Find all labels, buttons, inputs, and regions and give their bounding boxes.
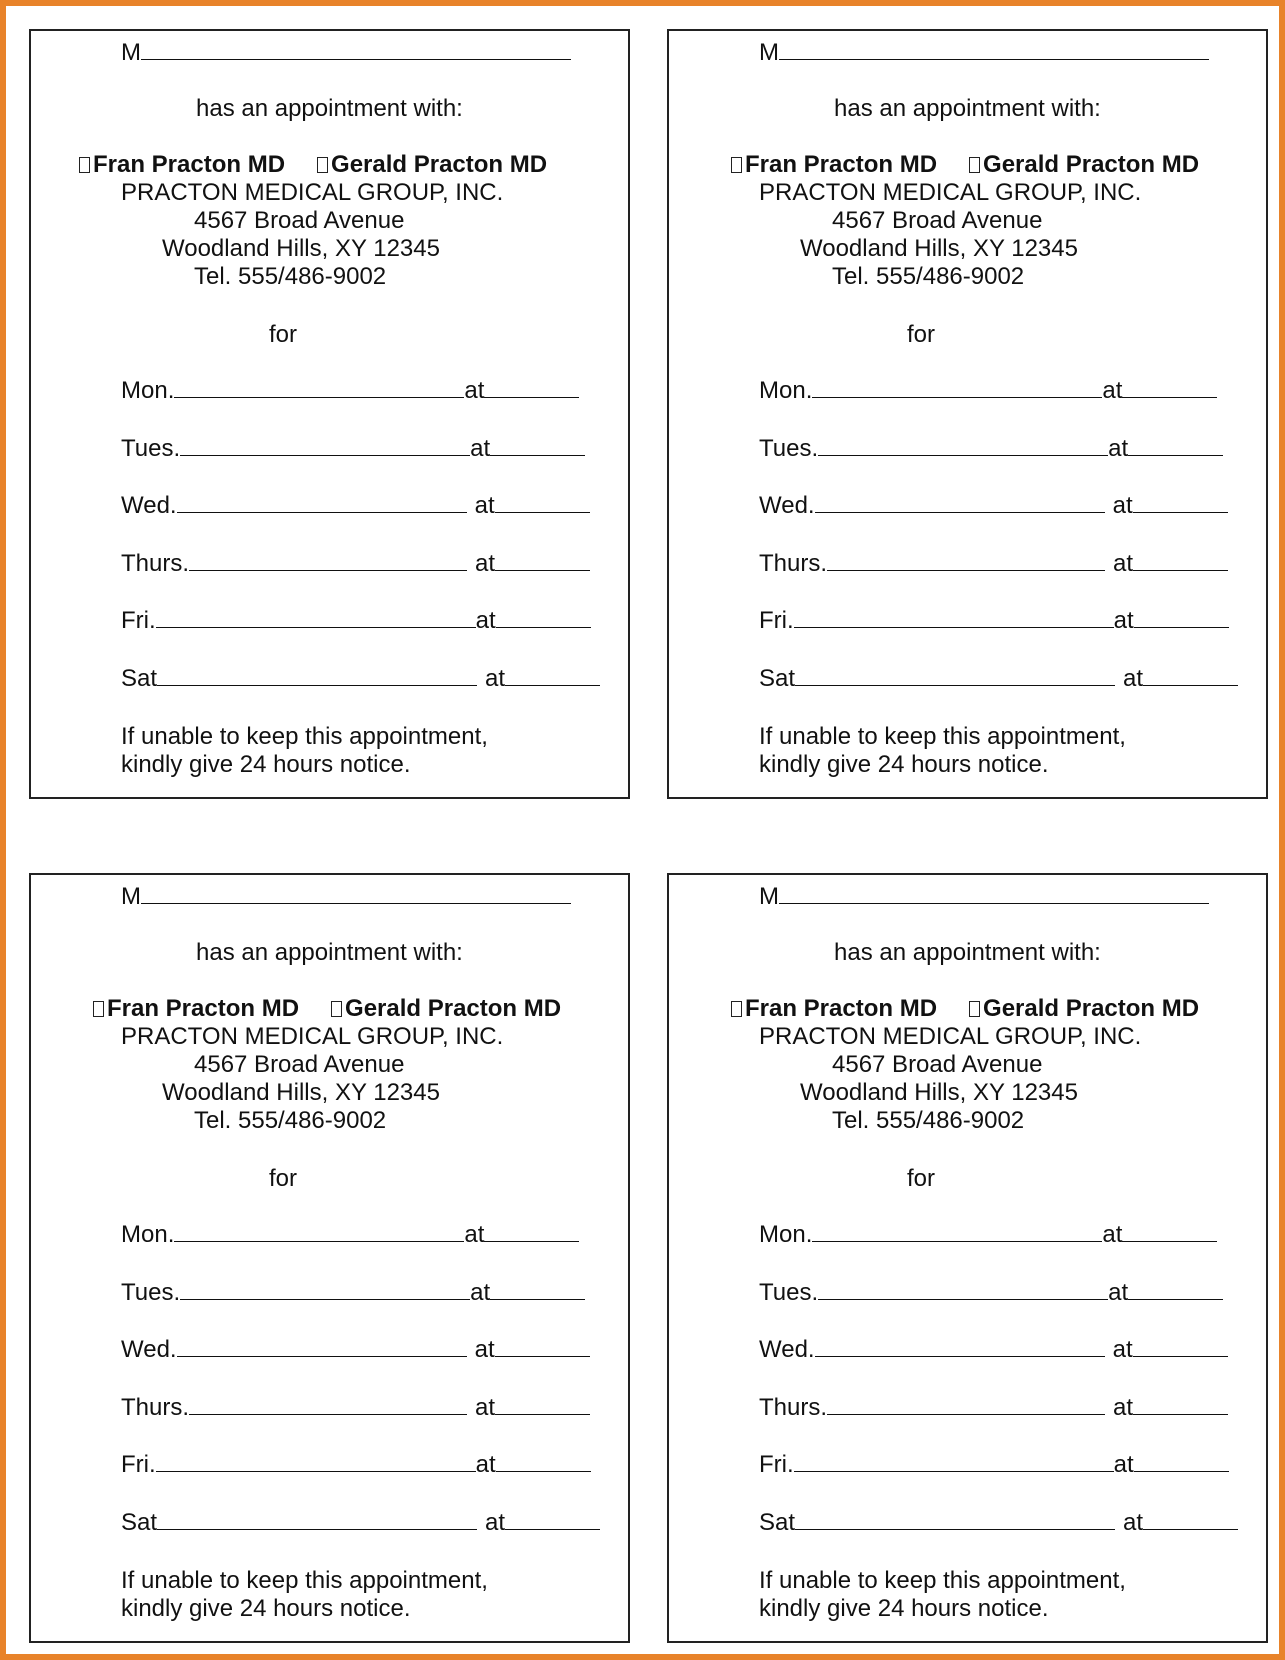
date-blank[interactable]: [815, 492, 1105, 513]
at-label: at: [1112, 1336, 1133, 1363]
day-label: Tues.: [121, 435, 181, 462]
notice-line-2: kindly give 24 hours notice.: [759, 1595, 1049, 1622]
appointment-card-2: [667, 29, 1268, 799]
day-row-thurs: [121, 1394, 590, 1422]
date-blank[interactable]: [815, 1336, 1105, 1357]
appointment-card-1: [29, 29, 630, 799]
for-label: for: [907, 1165, 936, 1192]
at-label: at: [1123, 665, 1144, 692]
doctor-1-label: Fran Practon MD: [107, 995, 300, 1022]
day-label: Mon.: [759, 377, 813, 404]
date-blank[interactable]: [827, 550, 1105, 571]
company-name: PRACTON MEDICAL GROUP, INC.: [121, 1023, 504, 1050]
at-label: at: [470, 435, 491, 462]
day-row-tues: [121, 1279, 585, 1307]
date-blank[interactable]: [177, 492, 467, 513]
time-blank[interactable]: [1133, 1336, 1228, 1357]
doctor-1-label: Fran Practon MD: [93, 151, 286, 178]
at-label: at: [1112, 492, 1133, 519]
day-row-wed: [121, 1336, 590, 1364]
day-row-fri: [759, 1451, 1229, 1479]
time-blank[interactable]: [495, 1336, 590, 1357]
notice-line-2: kindly give 24 hours notice.: [759, 751, 1049, 778]
checkbox-icon[interactable]: [331, 1001, 342, 1017]
for-label: for: [907, 321, 936, 348]
day-row-fri: [121, 1451, 591, 1479]
day-label: Fri.: [121, 1451, 156, 1478]
patient-line: [759, 39, 1209, 67]
day-label: Wed.: [759, 492, 815, 519]
patient-prefix: M: [759, 39, 779, 66]
day-row-mon: [759, 1221, 1217, 1249]
day-row-mon: [759, 377, 1217, 405]
day-label: Mon.: [759, 1221, 813, 1248]
at-label: at: [475, 607, 496, 634]
doctors-row: [93, 995, 561, 1023]
day-label: Tues.: [121, 1279, 181, 1306]
doctors-row: [731, 995, 1199, 1023]
time-blank[interactable]: [1134, 607, 1229, 628]
time-blank[interactable]: [1143, 665, 1238, 686]
checkbox-icon[interactable]: [79, 157, 90, 173]
day-row-thurs: [759, 1394, 1228, 1422]
day-row-sat: [759, 665, 1238, 693]
day-label: Tues.: [759, 435, 819, 462]
company-name: PRACTON MEDICAL GROUP, INC.: [759, 1023, 1142, 1050]
day-label: Thurs.: [121, 550, 190, 577]
time-blank[interactable]: [1122, 1221, 1217, 1242]
time-blank[interactable]: [1134, 1451, 1229, 1472]
at-label: at: [1123, 1509, 1144, 1536]
day-row-sat: [121, 665, 600, 693]
date-blank[interactable]: [177, 1336, 467, 1357]
at-label: at: [1113, 607, 1134, 634]
date-blank[interactable]: [174, 377, 464, 398]
patient-name-blank[interactable]: [779, 883, 1209, 904]
day-label: Sat: [759, 665, 796, 692]
company-name: PRACTON MEDICAL GROUP, INC.: [121, 179, 504, 206]
intro-text: has an appointment with:: [196, 95, 463, 122]
date-blank[interactable]: [157, 665, 477, 686]
address-line: 4567 Broad Avenue: [832, 1051, 1043, 1078]
day-label: Sat: [121, 1509, 158, 1536]
time-blank[interactable]: [496, 1451, 591, 1472]
patient-line: [121, 883, 571, 911]
phone-line: Tel. 555/486-9002: [194, 1107, 387, 1134]
time-blank[interactable]: [484, 1221, 579, 1242]
checkbox-icon[interactable]: [317, 157, 328, 173]
patient-line: [759, 883, 1209, 911]
at-label: at: [470, 1279, 491, 1306]
patient-name-blank[interactable]: [141, 39, 571, 60]
day-row-tues: [121, 435, 585, 463]
doctor-1-label: Fran Practon MD: [745, 995, 938, 1022]
doctor-1-label: Fran Practon MD: [745, 151, 938, 178]
at-label: at: [1113, 1451, 1134, 1478]
notice-line-1: If unable to keep this appointment,: [759, 1567, 1126, 1594]
time-blank[interactable]: [1133, 1394, 1228, 1415]
date-blank[interactable]: [156, 607, 476, 628]
notice-line-2: kindly give 24 hours notice.: [121, 751, 411, 778]
day-label: Sat: [759, 1509, 796, 1536]
at-label: at: [475, 1394, 496, 1421]
date-blank[interactable]: [156, 1451, 476, 1472]
day-label: Fri.: [759, 607, 794, 634]
at-label: at: [1108, 1279, 1129, 1306]
date-blank[interactable]: [157, 1509, 477, 1530]
notice-line-1: If unable to keep this appointment,: [121, 1567, 488, 1594]
day-label: Fri.: [759, 1451, 794, 1478]
checkbox-icon[interactable]: [969, 1001, 980, 1017]
at-label: at: [475, 1451, 496, 1478]
company-name: PRACTON MEDICAL GROUP, INC.: [759, 179, 1142, 206]
phone-line: Tel. 555/486-9002: [832, 263, 1025, 290]
day-row-wed: [121, 492, 590, 520]
at-label: at: [485, 665, 506, 692]
day-row-fri: [759, 607, 1229, 635]
appointment-card-4: [667, 873, 1268, 1643]
checkbox-icon[interactable]: [93, 1001, 104, 1017]
day-label: Wed.: [121, 492, 177, 519]
day-row-tues: [759, 435, 1223, 463]
at-label: at: [1102, 1221, 1123, 1248]
date-blank[interactable]: [180, 435, 470, 456]
notice-line-1: If unable to keep this appointment,: [759, 723, 1126, 750]
city-line: Woodland Hills, XY 12345: [162, 235, 440, 262]
notice-line-1: If unable to keep this appointment,: [121, 723, 488, 750]
day-row-wed: [759, 1336, 1228, 1364]
city-line: Woodland Hills, XY 12345: [800, 1079, 1078, 1106]
time-blank[interactable]: [495, 550, 590, 571]
time-blank[interactable]: [505, 665, 600, 686]
at-label: at: [474, 1336, 495, 1363]
time-blank[interactable]: [495, 1394, 590, 1415]
checkbox-icon[interactable]: [731, 1001, 742, 1017]
doctor-2-label: Gerald Practon MD: [331, 151, 548, 178]
doctor-2-label: Gerald Practon MD: [345, 995, 562, 1022]
doctor-2-label: Gerald Practon MD: [983, 151, 1200, 178]
doctor-2-label: Gerald Practon MD: [983, 995, 1200, 1022]
patient-name-blank[interactable]: [141, 883, 571, 904]
at-label: at: [464, 1221, 485, 1248]
day-row-thurs: [759, 550, 1228, 578]
day-row-mon: [121, 1221, 579, 1249]
day-row-wed: [759, 492, 1228, 520]
intro-text: has an appointment with:: [196, 939, 463, 966]
time-blank[interactable]: [1133, 550, 1228, 571]
city-line: Woodland Hills, XY 12345: [800, 235, 1078, 262]
date-blank[interactable]: [812, 1221, 1102, 1242]
time-blank[interactable]: [490, 1279, 585, 1300]
day-label: Thurs.: [759, 1394, 828, 1421]
address-line: 4567 Broad Avenue: [832, 207, 1043, 234]
day-label: Mon.: [121, 1221, 175, 1248]
at-label: at: [485, 1509, 506, 1536]
intro-text: has an appointment with:: [834, 939, 1101, 966]
day-label: Wed.: [121, 1336, 177, 1363]
time-blank[interactable]: [1143, 1509, 1238, 1530]
notice-line-2: kindly give 24 hours notice.: [121, 1595, 411, 1622]
day-row-sat: [121, 1509, 600, 1537]
day-label: Thurs.: [121, 1394, 190, 1421]
patient-prefix: M: [759, 883, 779, 910]
patient-prefix: M: [121, 883, 141, 910]
time-blank[interactable]: [495, 492, 590, 513]
day-row-tues: [759, 1279, 1223, 1307]
day-row-sat: [759, 1509, 1238, 1537]
for-label: for: [269, 1165, 298, 1192]
time-blank[interactable]: [484, 377, 579, 398]
time-blank[interactable]: [1122, 377, 1217, 398]
at-label: at: [475, 550, 496, 577]
day-label: Wed.: [759, 1336, 815, 1363]
address-line: 4567 Broad Avenue: [194, 1051, 405, 1078]
at-label: at: [1102, 377, 1123, 404]
at-label: at: [1108, 435, 1129, 462]
date-blank[interactable]: [794, 607, 1114, 628]
date-blank[interactable]: [818, 435, 1108, 456]
patient-prefix: M: [121, 39, 141, 66]
date-blank[interactable]: [174, 1221, 464, 1242]
checkbox-icon[interactable]: [731, 157, 742, 173]
at-label: at: [474, 492, 495, 519]
date-blank[interactable]: [189, 550, 467, 571]
time-blank[interactable]: [1128, 1279, 1223, 1300]
doctors-row: [79, 151, 547, 179]
day-row-thurs: [121, 550, 590, 578]
for-label: for: [269, 321, 298, 348]
city-line: Woodland Hills, XY 12345: [162, 1079, 440, 1106]
date-blank[interactable]: [812, 377, 1102, 398]
phone-line: Tel. 555/486-9002: [832, 1107, 1025, 1134]
patient-line: [121, 39, 571, 67]
at-label: at: [464, 377, 485, 404]
time-blank[interactable]: [1128, 435, 1223, 456]
date-blank[interactable]: [818, 1279, 1108, 1300]
date-blank[interactable]: [827, 1394, 1105, 1415]
day-label: Tues.: [759, 1279, 819, 1306]
day-label: Sat: [121, 665, 158, 692]
at-label: at: [1113, 550, 1134, 577]
day-row-mon: [121, 377, 579, 405]
date-blank[interactable]: [795, 665, 1115, 686]
date-blank[interactable]: [180, 1279, 470, 1300]
appointment-card-3: [29, 873, 630, 1643]
day-row-fri: [121, 607, 591, 635]
doctors-row: [731, 151, 1199, 179]
date-blank[interactable]: [794, 1451, 1114, 1472]
intro-text: has an appointment with:: [834, 95, 1101, 122]
time-blank[interactable]: [490, 435, 585, 456]
time-blank[interactable]: [505, 1509, 600, 1530]
day-label: Mon.: [121, 377, 175, 404]
day-label: Thurs.: [759, 550, 828, 577]
time-blank[interactable]: [496, 607, 591, 628]
date-blank[interactable]: [795, 1509, 1115, 1530]
day-label: Fri.: [121, 607, 156, 634]
date-blank[interactable]: [189, 1394, 467, 1415]
checkbox-icon[interactable]: [969, 157, 980, 173]
time-blank[interactable]: [1133, 492, 1228, 513]
at-label: at: [1113, 1394, 1134, 1421]
phone-line: Tel. 555/486-9002: [194, 263, 387, 290]
address-line: 4567 Broad Avenue: [194, 207, 405, 234]
patient-name-blank[interactable]: [779, 39, 1209, 60]
